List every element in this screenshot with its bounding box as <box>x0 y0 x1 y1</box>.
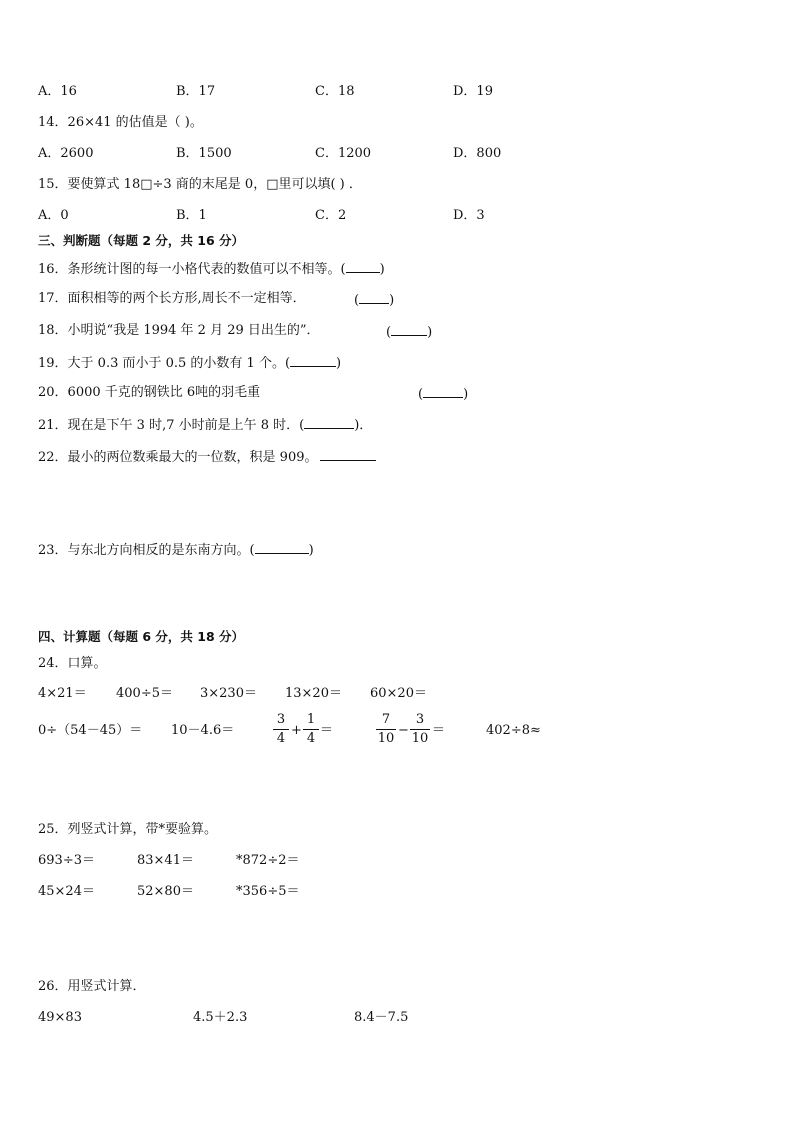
q26-c2: 4.5＋2.3 <box>193 1010 248 1025</box>
q26-c3: 8.4－7.5 <box>354 1010 409 1025</box>
q20-answer: ( ) <box>418 387 469 402</box>
q17-answer: ( ) <box>354 293 395 308</box>
q23: 23．与东北方向相反的是东南方向。( ) <box>38 543 314 558</box>
q15-option-a: A．0 <box>38 208 69 223</box>
q24-frac1-den1: 4 <box>276 731 286 746</box>
q24-r2-c2: 10－4.6＝ <box>171 723 235 738</box>
q18: 18．小明说“我是 1994 年 2 月 29 日出生的”． <box>38 323 320 338</box>
q15-option-d: D．3 <box>453 208 485 223</box>
q24-frac2-den1: 10 <box>377 731 395 746</box>
q24-frac1-op: + <box>291 723 302 738</box>
q25-r1-c1: 693÷3＝ <box>38 853 95 868</box>
section4-title: 四、计算题（每题 6 分，共 18 分） <box>38 629 245 644</box>
q25-r2-c3: *356÷5＝ <box>236 884 300 899</box>
q24-stem: 24．口算。 <box>38 656 107 671</box>
q25-r1-c2: 83×41＝ <box>137 853 194 868</box>
q24-frac1-num2: 1 <box>306 712 316 727</box>
q24-frac1-eq: ＝ <box>320 723 334 738</box>
q22: 22．最小的两位数乘最大的一位数，积是 909。 <box>38 448 376 466</box>
q24-r2-c1: 0÷（54－45）＝ <box>38 723 143 738</box>
section3-title: 三、判断题（每题 2 分，共 16 分） <box>38 233 245 248</box>
q15-option-c: C．2 <box>315 208 347 223</box>
q24-r1-c2: 400÷5＝ <box>116 686 173 701</box>
q24-r1-c5: 60×20＝ <box>370 686 427 701</box>
q16: 16．条形统计图的每一小格代表的数值可以不相等。( ) <box>38 262 385 277</box>
q24-frac2-num2: 3 <box>415 712 425 727</box>
q13-option-b: B．17 <box>176 84 216 99</box>
q13-option-c: C．18 <box>315 84 355 99</box>
q24-r1-c4: 13×20＝ <box>285 686 342 701</box>
q15-stem: 15．要使算式 18□÷3 商的末尾是 0，□里可以填( ) ． <box>38 177 362 192</box>
q14-stem: 14．26×41 的估值是（ )。 <box>38 115 203 130</box>
q14-option-c: C．1200 <box>315 146 372 161</box>
q26-c1: 49×83 <box>38 1010 82 1025</box>
q24-r2-c5: 402÷8≈ <box>486 723 541 738</box>
q24-frac2-eq: ＝ <box>432 723 446 738</box>
q26-stem: 26．用竖式计算． <box>38 979 146 994</box>
q13-option-d: D．19 <box>453 84 493 99</box>
q25-r2-c1: 45×24＝ <box>38 884 95 899</box>
q24-frac2-num1: 7 <box>381 712 391 727</box>
q21: 21．现在是下午 3 时,7 小时前是上午 8 时．( )． <box>38 418 373 433</box>
q24-frac2-op: − <box>398 723 409 738</box>
q17: 17．面积相等的两个长方形,周长不一定相等． <box>38 291 306 306</box>
q25-stem: 25．列竖式计算，带*要验算。 <box>38 822 218 837</box>
q18-answer: ( ) <box>386 325 433 340</box>
q15-option-b: B．1 <box>176 208 207 223</box>
q14-option-d: D．800 <box>453 146 502 161</box>
q24-frac1-num1: 3 <box>276 712 286 727</box>
q24-frac2-den2: 10 <box>411 731 429 746</box>
q24-r1-c3: 3×230＝ <box>200 686 257 701</box>
q24-frac1-den2: 4 <box>306 731 316 746</box>
q14-option-b: B．1500 <box>176 146 232 161</box>
q24-r1-c1: 4×21＝ <box>38 686 87 701</box>
q14-option-a: A．2600 <box>38 146 94 161</box>
q25-r1-c3: *872÷2＝ <box>236 853 300 868</box>
q25-r2-c2: 52×80＝ <box>137 884 194 899</box>
q20: 20．6000 千克的钢铁比 6吨的羽毛重 <box>38 385 261 400</box>
q19: 19．大于 0.3 而小于 0.5 的小数有 1 个。( ) <box>38 356 342 371</box>
q13-option-a: A．16 <box>38 84 77 99</box>
